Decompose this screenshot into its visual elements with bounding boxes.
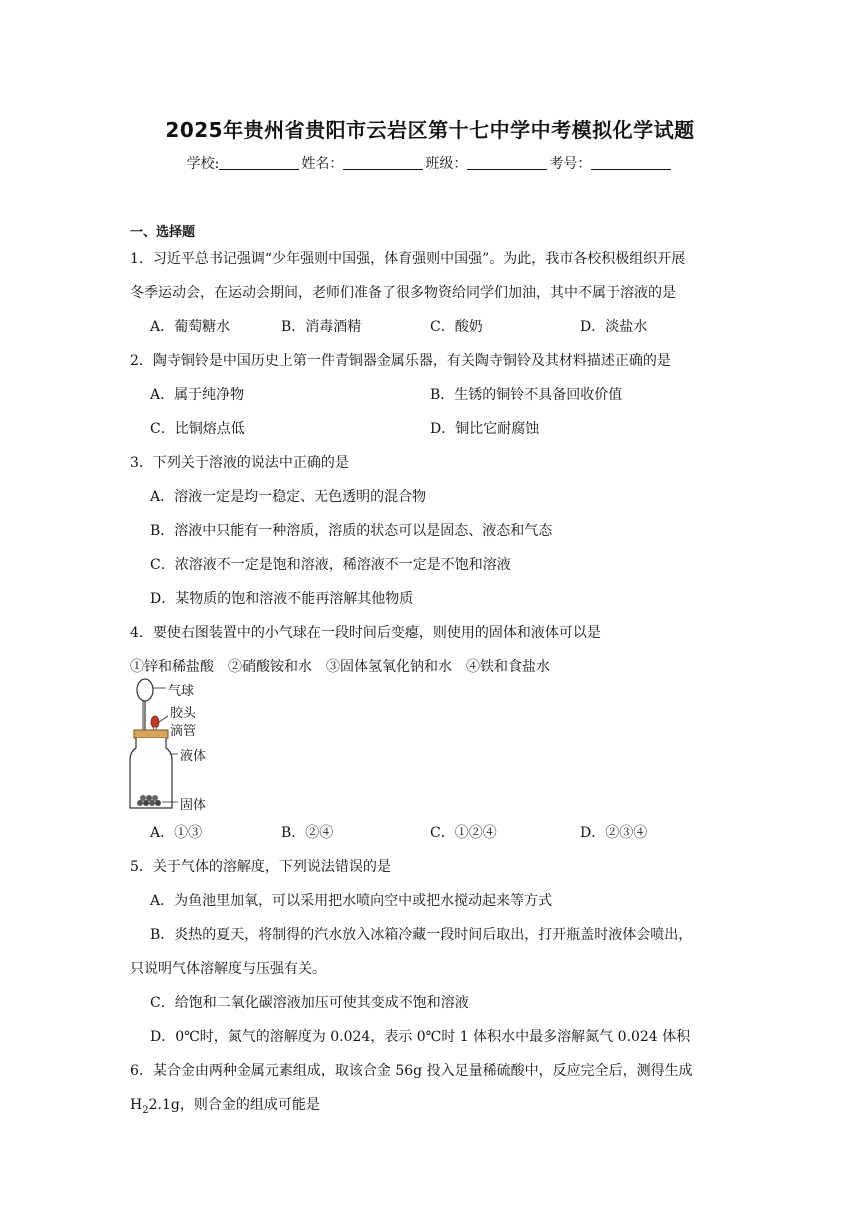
q3-option-b: B．溶液中只能有一种溶质，溶质的状态可以是固态、液态和气态 [150, 523, 553, 539]
q2-stem: 2．陶寺铜铃是中国历史上第一件青铜器金属乐器，有关陶寺铜铃及其材料描述正确的是 [130, 353, 671, 369]
q6-stem-line2 [130, 1094, 320, 1116]
class-label: 班级： [425, 156, 468, 172]
page-title: 2025年贵州省贵阳市云岩区第十七中学中考模拟化学试题 [165, 118, 695, 142]
apparatus-figure [126, 678, 226, 814]
q6-stem-line2-rest: 2.1g，则合金的组成可能是 [148, 1097, 320, 1113]
q5-stem: 5．关于气体的溶解度，下列说法错误的是 [130, 859, 391, 875]
q3-option-d: D．某物质的饱和溶液不能再溶解其他物质 [150, 591, 414, 607]
student-info-line [0, 153, 860, 173]
h-subscript: 2 [142, 1104, 149, 1116]
school-blank[interactable] [219, 155, 299, 170]
q1-stem-line2: 冬季运动会，在运动会期间，老师们准备了很多物资给同学们加油，其中不属于溶液的是 [130, 285, 676, 301]
dropper-label-2: 滴管 [170, 724, 197, 739]
q2-option-b: B．生锈的铜铃不具备回收价值 [430, 387, 623, 403]
q1-option-c: C．酸奶 [430, 319, 483, 335]
q5-option-c: C．给饱和二氧化碳溶液加压可使其变成不饱和溶液 [150, 995, 469, 1011]
dropper-label-1: 胶头 [170, 706, 197, 721]
q6-stem-line1: 6．某合金由两种金属元素组成，取该合金 56g 投入足量稀硫酸中，反应完全后，测得生成 [130, 1063, 693, 1079]
q3-option-c: C．浓溶液不一定是饱和溶液，稀溶液不一定是不饱和溶液 [150, 557, 511, 573]
q5-option-d: D．0℃时，氮气的溶解度为 0.024，表示 0℃时 1 体积水中最多溶解氮气 0.024 体积 [150, 1029, 691, 1045]
exam-no-blank[interactable] [591, 155, 671, 170]
solid-label: 固体 [180, 798, 207, 813]
q3-option-a: A．溶液一定是均一稳定、无色透明的混合物 [150, 489, 427, 505]
balloon-label: 气球 [168, 684, 195, 699]
q4-items: ①锌和稀盐酸 ②硝酸铵和水 ③固体氢氧化钠和水 ④铁和食盐水 [130, 659, 550, 675]
h-symbol: H [130, 1097, 143, 1113]
q1-stem-line1: 1．习近平总书记强调“少年强则中国强，体育强则中国强”。为此，我市各校积极组织开展 [130, 251, 686, 267]
q1-option-a: A．葡萄糖水 [150, 319, 231, 335]
q2-option-d: D．铜比它耐腐蚀 [430, 421, 540, 437]
q2-option-a: A．属于纯净物 [150, 387, 245, 403]
q4-stem: 4．要使右图装置中的小气球在一段时间后变瘪，则使用的固体和液体可以是 [130, 625, 601, 641]
q5-option-a: A．为鱼池里加氧，可以采用把水喷向空中或把水搅动起来等方式 [150, 893, 553, 909]
q1-option-d: D．淡盐水 [580, 319, 648, 335]
section-heading: 一、选择题 [130, 225, 196, 240]
q4-option-b: B．②④ [281, 825, 334, 841]
q4-option-a: A．①③ [150, 825, 203, 841]
name-blank[interactable] [343, 155, 423, 170]
q4-option-c: C．①②④ [430, 825, 497, 841]
school-label: 学校: [186, 156, 220, 172]
q1-option-b: B．消毒酒精 [281, 319, 362, 335]
class-blank[interactable] [467, 155, 547, 170]
name-label: 姓名： [301, 156, 344, 172]
exam-no-label: 考号： [549, 156, 592, 172]
liquid-label: 液体 [180, 749, 207, 764]
q3-stem: 3．下列关于溶液的说法中正确的是 [130, 455, 349, 471]
q5-option-b-line2: 只说明气体溶解度与压强有关。 [130, 961, 326, 977]
q2-option-c: C．比铜熔点低 [150, 421, 245, 437]
q4-option-d: D．②③④ [580, 825, 648, 841]
q5-option-b-line1: B．炎热的夏天，将制得的汽水放入冰箱冷藏一段时间后取出，打开瓶盖时液体会喷出， [150, 927, 693, 943]
